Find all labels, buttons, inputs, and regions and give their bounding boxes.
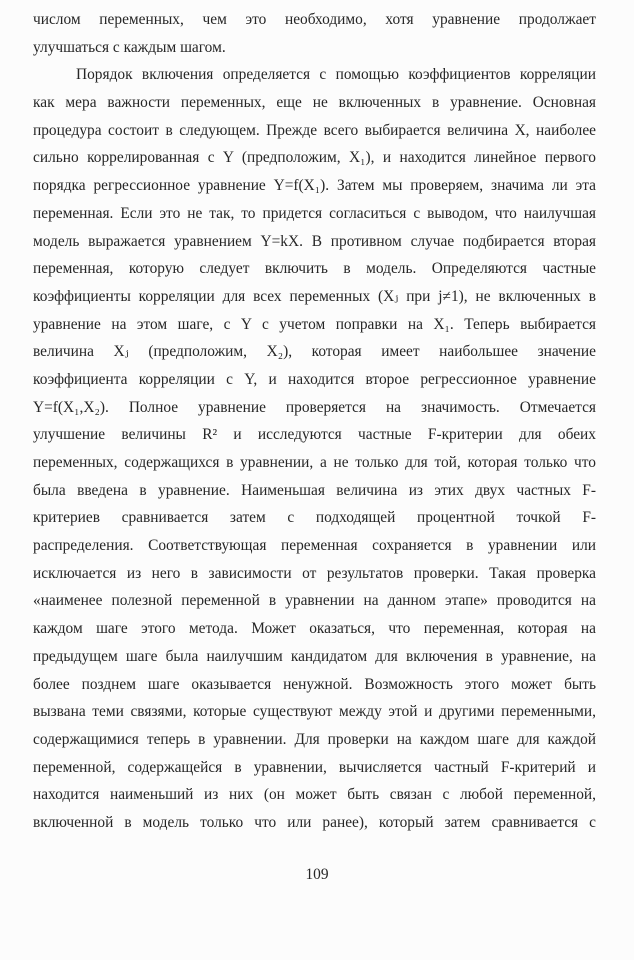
text-line: была введена в уравнение. Наименьшая величина из этих двух частных F- [33, 481, 596, 499]
text-line: переменных, содержащихся в уравнении, а не только для той, которая только что [33, 454, 596, 471]
text-line: сильно коррелированная с Y (предположим, X₁), и находится линейное первого [33, 149, 596, 167]
text-line: содержащимися теперь в уравнении. Для проверки на каждом шаге для каждой [33, 730, 596, 748]
text-line: улучшаться с каждым шагом. [33, 38, 226, 56]
text-line: распределения. Соответствующая переменная сохраняется в уравнении или [33, 537, 596, 555]
text-line: коэффициента корреляции с Y, и находится второе регрессионное уравнение [33, 370, 596, 388]
page-number: 109 [305, 866, 329, 883]
text-line: более позднем шаге оказывается ненужной. Возможность этого может быть [33, 675, 596, 693]
text-line: переменная, которую следует включить в модель. Определяются частные [33, 260, 596, 278]
text-line: процедура состоит в следующем. Прежде всего выбирается величина X, наиболее [33, 121, 596, 139]
text-line: каждом шаге этого метода. Может оказаться, что переменная, которая на [33, 620, 596, 638]
text-line: предыдущем шаге была наилучшим кандидатом для включения в уравнение, на [33, 647, 596, 665]
text-line: уравнение на этом шаге, с Y с учетом поправки на X₁. Теперь выбирается [33, 315, 596, 333]
text-line: улучшение величины R² и исследуются частные F-критерии для обеих [33, 426, 596, 444]
text-line: переменной, содержащейся в уравнении, вычисляется частный F-критерий и [33, 758, 596, 776]
text-line: числом переменных, чем это необходимо, хотя уравнение продолжает [33, 11, 596, 28]
text-line: Y=f(X₁,X₂). Полное уравнение проверяется на значимость. Отмечается [33, 398, 596, 416]
text-line: модель выражается уравнением Y=kX. В противном случае подбирается вторая [33, 232, 596, 250]
text-line: вызвана теми связями, которые существуют между этой и другими переменными, [33, 703, 596, 721]
text-line: коэффициенты корреляции для всех переменных (Xⱼ при j≠1), не включенных в [33, 287, 596, 305]
text-line: как мера важности переменных, еще не включенных в уравнение. Основная [33, 94, 596, 112]
body-text [33, 6, 596, 837]
text-line: находится наименьший из них (он может быть связан с любой переменной, [33, 786, 596, 804]
text-line: порядка регрессионное уравнение Y=f(X₁). Затем мы проверяем, значима ли эта [33, 177, 596, 195]
text-line: исключается из него в зависимости от результатов проверки. Такая проверка [33, 564, 596, 582]
text-line: критериев сравнивается затем с подходящей процентной точкой F- [33, 509, 596, 527]
text-line: переменная. Если это не так, то придется согласиться с выводом, что наилучшая [33, 204, 596, 222]
text-line: величина Xⱼ (предположим, X₂), которая имеет наибольшее значение [33, 343, 596, 361]
text-line: «наименее полезной переменной в уравнении на данном этапе» проводится на [33, 592, 596, 610]
text-line: включенной в модель только что или ранее), который затем сравнивается с [33, 813, 596, 831]
text-line: Порядок включения определяется с помощью коэффициентов корреляции [76, 66, 596, 84]
